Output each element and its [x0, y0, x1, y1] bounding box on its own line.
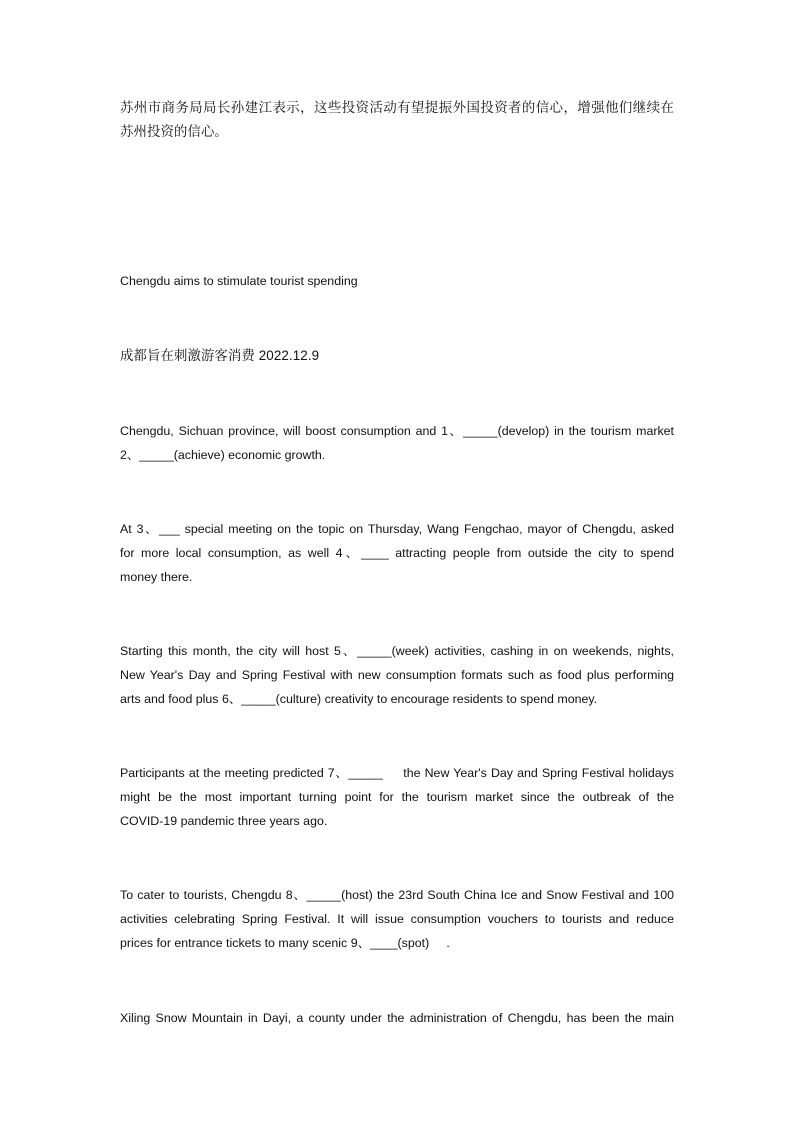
text-line: COVID-19 pandemic three years ago.	[120, 814, 328, 828]
text-line: Chengdu aims to stimulate tourist spending	[120, 274, 358, 288]
text-line: money there.	[120, 570, 193, 584]
article-title-en	[120, 269, 674, 293]
text-line: New Year's Day and Spring Festival with new consumption formats such as food plus performing	[120, 668, 674, 682]
text-line: 苏州投资的信心。	[120, 124, 228, 139]
article-title-zh	[120, 344, 674, 368]
text-line: activities celebrating Spring Festival. It will issue consumption vouchers to tourists and reduce	[120, 912, 674, 926]
text-line: Participants at the meeting predicted 7、_____ the New Year's Day and Spring Festival holidays	[120, 766, 674, 780]
text-line: arts and food plus 6、_____(culture) creativity to encourage residents to spend money.	[120, 692, 598, 706]
text-line: 成都旨在刺激游客消费 2022.12.9	[120, 348, 320, 363]
text-line: for more local consumption, as well 4、____ attracting people from outside the city to spend	[120, 546, 674, 560]
text-line: prices for entrance tickets to many scenic 9、____(spot) .	[120, 936, 450, 950]
paragraph-6	[120, 1006, 674, 1030]
paragraph-5	[120, 883, 674, 955]
paragraph-2	[120, 517, 674, 589]
paragraph-1	[120, 419, 674, 467]
text-line: At 3、___ special meeting on the topic on Thursday, Wang Fengchao, mayor of Chengdu, asked	[120, 522, 674, 536]
text-line: 2、_____(achieve) economic growth.	[120, 448, 326, 462]
paragraph-4	[120, 761, 674, 833]
text-line: Chengdu, Sichuan province, will boost consumption and 1、_____(develop) in the tourism market	[120, 424, 674, 438]
text-line: Xiling Snow Mountain in Dayi, a county under the administration of Chengdu, has been the main	[120, 1011, 674, 1025]
text-line: Starting this month, the city will host 5、_____(week) activities, cashing in on weekends, nights,	[120, 644, 674, 658]
paragraph-intro-zh	[120, 96, 674, 144]
text-line: might be the most important turning point for the tourism market since the outbreak of the	[120, 790, 674, 804]
paragraph-3	[120, 639, 674, 711]
text-line: To cater to tourists, Chengdu 8、_____(host) the 23rd South China Ice and Snow Festival and 100	[120, 888, 674, 902]
text-line: 苏州市商务局局长孙建江表示，这些投资活动有望提振外国投资者的信心，增强他们继续在	[120, 100, 674, 115]
